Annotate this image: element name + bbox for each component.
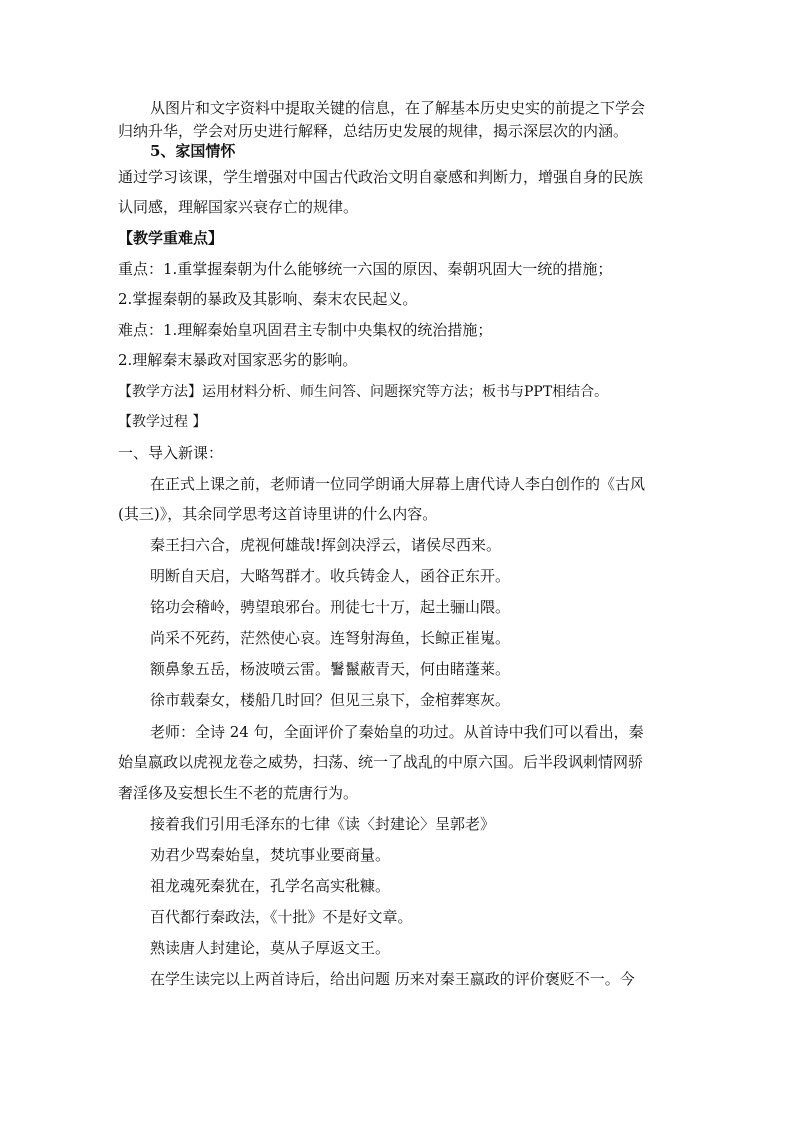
paragraph-line: 2.掌握秦朝的暴政及其影响、秦末农民起义。 bbox=[118, 290, 418, 308]
paragraph-line: 通过学习该课，学生增强对中国古代政治文明自豪感和判断力，增强自身的民族 bbox=[118, 168, 644, 186]
poem-line: 熟读唐人封建论，莫从子厚返文王。 bbox=[150, 939, 391, 957]
paragraph-line: 从图片和文字资料中提取关键的信息，在了解基本历史史实的前提之下学会 bbox=[150, 99, 646, 117]
paragraph-line: 接着我们引用毛泽东的七律《读〈封建论〉呈郭老》 bbox=[150, 815, 496, 833]
paragraph-line: 一、导入新课： bbox=[118, 444, 224, 462]
section-heading: 【教学过程 】 bbox=[118, 414, 207, 430]
section-heading: 【教学重难点】 bbox=[118, 229, 224, 247]
paragraph-line: 难点：1.理解秦始皇巩固君主专制中央集权的统治措施； bbox=[118, 321, 493, 339]
paragraph-line: 老师：全诗 24 句，全面评价了秦始皇的功过。从首诗中我们可以看出，秦 bbox=[150, 723, 644, 741]
paragraph-line: 重点：1.重掌握秦朝为什么能够统一六国的原因、秦朝巩固大一统的措施； bbox=[118, 260, 613, 278]
paragraph-line: 认同感，理解国家兴衰存亡的规律。 bbox=[118, 198, 359, 216]
paragraph-line: (其三)》，其余同学思考这首诗里讲的什么内容。 bbox=[118, 505, 438, 523]
paragraph-line: 奢淫侈及妄想长生不老的荒唐行为。 bbox=[118, 784, 359, 802]
poem-line: 额鼻象五岳，杨波喷云雷。鬐鬣蔽青天，何由睹蓬莱。 bbox=[150, 660, 511, 678]
paragraph-line: 始皇嬴政以虎视龙卷之威势，扫荡、统一了战乱的中原六国。后半段讽刺情网骄 bbox=[118, 753, 644, 771]
paragraph-line: 在正式上课之前，老师请一位同学朗诵大屏幕上唐代诗人李白创作的《古风 bbox=[150, 475, 646, 493]
poem-line: 徐市载秦女，楼船几时回？但见三泉下，金棺葬寒灰。 bbox=[150, 691, 511, 709]
poem-line: 百代都行秦政法，《十批》不是好文章。 bbox=[150, 908, 413, 926]
section-heading: 5、家国情怀 bbox=[150, 142, 236, 160]
poem-line: 明断自天启，大略驾群才。收兵铸金人，函谷正东开。 bbox=[150, 567, 511, 585]
poem-line: 秦王扫六合，虎视何雄哉!挥剑决浮云，诸侯尽西来。 bbox=[150, 536, 502, 554]
poem-line: 尚采不死药，茫然使心哀。连弩射海鱼，长鲸正崔嵬。 bbox=[150, 629, 511, 647]
poem-line: 劝君少骂秦始皇，焚坑事业要商量。 bbox=[150, 846, 391, 864]
paragraph-line: 归纳升华，学会对历史进行解释，总结历史发展的规律，揭示深层次的内涵。 bbox=[118, 122, 629, 140]
paragraph-line: 2.理解秦末暴政对国家恶劣的影响。 bbox=[118, 351, 358, 369]
paragraph-line: 【教学方法】运用材料分析、师生问答、问题探究等方法；板书与PPT相结合。 bbox=[118, 384, 609, 400]
poem-line: 祖龙魂死秦犹在，孔学名高实秕糠。 bbox=[150, 877, 391, 895]
paragraph-line: 在学生读完以上两首诗后，给出问题 历来对秦王嬴政的评价褒贬不一。今 bbox=[150, 970, 635, 988]
poem-line: 铭功会稽岭，骋望琅邪台。刑徒七十万，起土骊山隈。 bbox=[150, 598, 511, 616]
